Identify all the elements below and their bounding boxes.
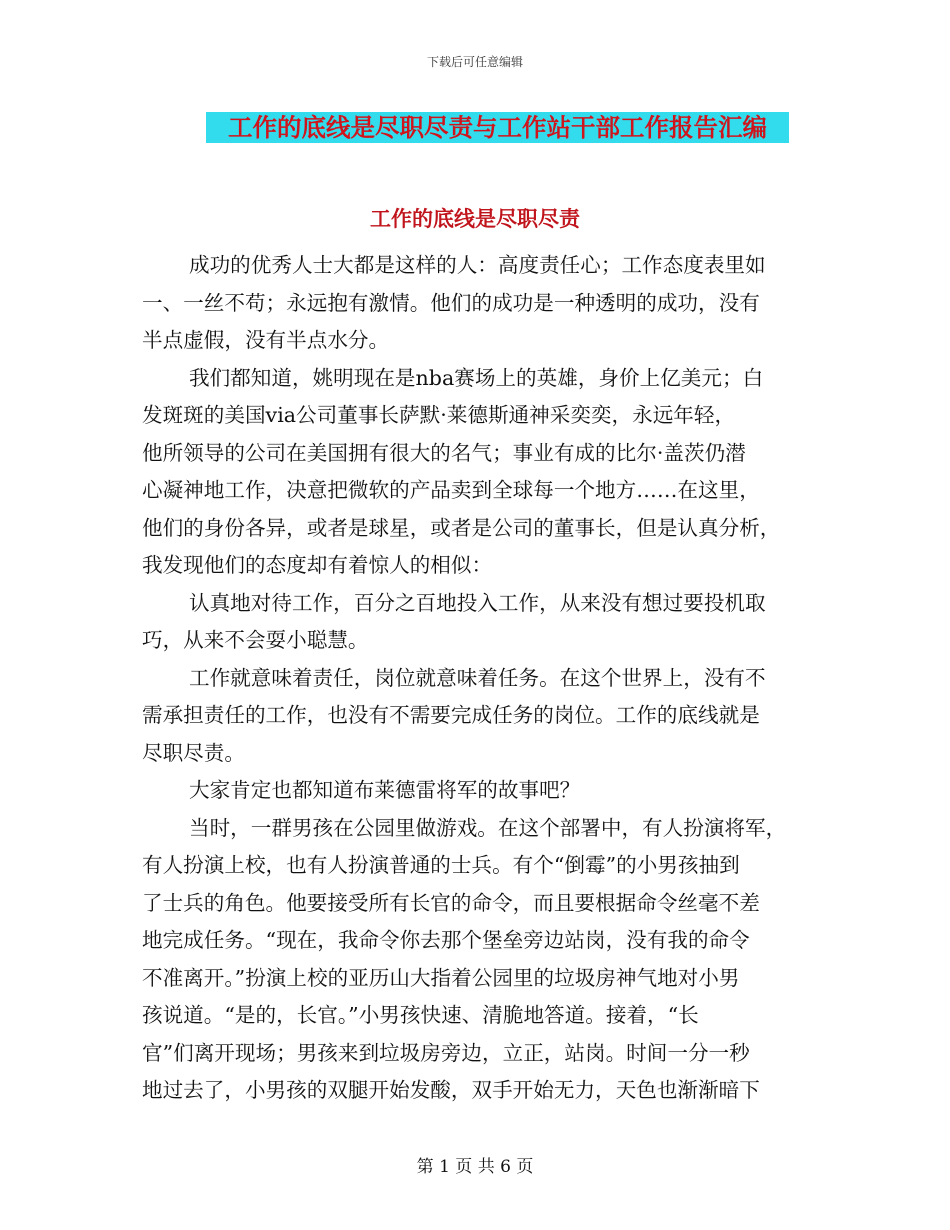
text-line: 孩说道。“是的，长官。”小男孩快速、清脆地答道。接着，“长 xyxy=(142,1003,699,1027)
paragraph xyxy=(142,247,807,360)
text-line: 大家肯定也都知道布莱德雷将军的故事吧？ xyxy=(189,778,581,802)
text-line: 半点虚假，没有半点水分。 xyxy=(142,328,390,352)
text-line: 认真地对待工作，百分之百地投入工作，从来没有想过要投机取 xyxy=(189,590,766,615)
paragraph xyxy=(142,360,807,585)
text-line: 地完成任务。“现在，我命令你去那个堡垒旁边站岗，没有我的命令 xyxy=(142,928,750,952)
text-line: 有人扮演上校，也有人扮演普通的士兵。有个“倒霉”的小男孩抽到 xyxy=(142,853,740,877)
text-line: 当时，一群男孩在公园里做游戏。在这个部署中，有人扮演将军， xyxy=(189,815,787,840)
text-line: 成功的优秀人士大都是这样的人：高度责任心；工作态度表里如 xyxy=(189,253,766,277)
paragraph xyxy=(142,772,807,810)
text-line: 一、一丝不苟；永远抱有激情。他们的成功是一种透明的成功，没有 xyxy=(142,290,760,315)
text-line: 地过去了，小男孩的双腿开始发酸，双手开始无力，天色也渐渐暗下 xyxy=(142,1078,760,1102)
text-line: 心凝神地工作，决意把微软的产品卖到全球每一个地方……在这里， xyxy=(142,478,760,502)
text-line: 了士兵的角色。他要接受所有长官的命令，而且要根据命令丝毫不差 xyxy=(142,890,760,915)
paragraph xyxy=(142,585,807,660)
text-line: 我发现他们的态度却有着惊人的相似： xyxy=(142,553,493,577)
paragraph xyxy=(142,810,807,1110)
header-note: 下载后可任意编辑 xyxy=(426,55,523,69)
paragraph xyxy=(142,660,807,773)
text-line: 巧，从来不会耍小聪慧。 xyxy=(142,628,369,652)
text-line: 我们都知道，姚明现在是nba赛场上的英雄，身价上亿美元；白 xyxy=(189,365,764,390)
text-line: 需承担责任的工作，也没有不需要完成任务的岗位。工作的底线就是 xyxy=(142,703,760,727)
text-line: 尽职尽责。 xyxy=(142,740,245,765)
document-body xyxy=(142,247,807,1110)
text-line: 他所领导的公司在美国拥有很大的名气；事业有成的比尔·盖茨仍潜 xyxy=(142,440,746,465)
text-line: 官”们离开现场；男孩来到垃圾房旁边，立正，站岗。时间一分一秒 xyxy=(142,1040,750,1065)
page-footer: 第 1 页 共 6 页 xyxy=(416,1157,534,1177)
section-title: 工作的底线是尽职尽责 xyxy=(370,206,580,231)
text-line: 他们的身份各异，或者是球星，或者是公司的董事长，但是认真分析， xyxy=(142,515,781,540)
text-line: 工作就意味着责任，岗位就意味着任务。在这个世界上，没有不 xyxy=(189,665,766,690)
text-line: 发斑斑的美国via公司董事长萨默·莱德斯通神采奕奕，永远年轻， xyxy=(142,403,736,427)
text-line: 不准离开。”扮演上校的亚历山大指着公园里的垃圾房神气地对小男 xyxy=(142,965,740,990)
document-title: 工作的底线是尽职尽责与工作站干部工作报告汇编 xyxy=(206,112,789,143)
